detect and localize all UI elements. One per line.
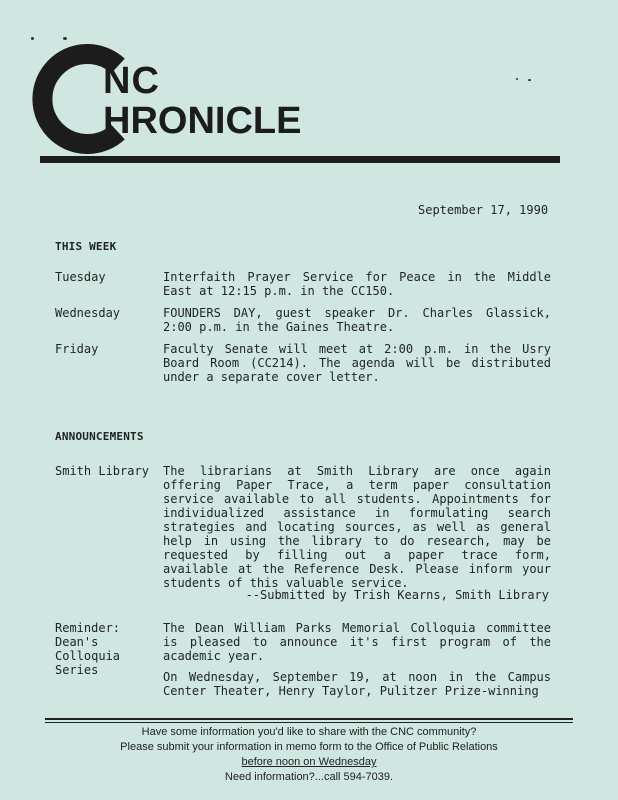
speck xyxy=(31,37,34,40)
masthead-hronicle: HRONICLE xyxy=(103,100,302,142)
day-label-tuesday: Tuesday xyxy=(55,270,106,284)
reminder-label-line: Series xyxy=(55,663,99,677)
issue-date: September 17, 1990 xyxy=(418,203,549,217)
speck xyxy=(63,37,67,40)
tuesday-event: Interfaith Prayer Service for Peace in the Middle East at 12:15 p.m. in the CC150. xyxy=(163,270,551,298)
footer-rule xyxy=(45,718,573,720)
smith-library-text: The librarians at Smith Library are once again offering Paper Trace, a term paper consultation service available to all students. Appointments for individualized assistance in formulating search strategies and locating sources, as well as general help in using the library to do research, may be requested by filling out a paper trace form, available at the Reference Desk. Please inform your students of this valuable service. xyxy=(163,464,551,590)
reminder-label xyxy=(55,621,120,677)
masthead-nc: NC xyxy=(103,60,160,102)
footer-line-2: Please submit your information in memo form to the Office of Public Relations xyxy=(120,741,498,753)
speck xyxy=(528,79,531,81)
colloquia-paragraph-2: On Wednesday, September 19, at noon in the Campus Center Theater, Henry Taylor, Pulitzer Prize-winning xyxy=(163,670,551,698)
announcements-heading: ANNOUNCEMENTS xyxy=(55,430,144,443)
reminder-label-line: Reminder: xyxy=(55,621,121,635)
footer-line-1: Have some information you'd like to share with the CNC community? xyxy=(141,726,477,738)
footer-deadline: before noon on Wednesday xyxy=(241,756,377,768)
footer-contact: Need information?...call 594-7039. xyxy=(224,771,394,783)
day-label-wednesday: Wednesday xyxy=(55,306,121,320)
speck xyxy=(516,78,518,80)
submitted-by: --Submitted by Trish Kearns, Smith Library xyxy=(245,588,549,602)
reminder-label-line: Dean's xyxy=(55,635,99,649)
wednesday-event: FOUNDERS DAY, guest speaker Dr. Charles Glassick, 2:00 p.m. in the Gaines Theatre. xyxy=(163,306,551,334)
masthead-rule xyxy=(40,156,560,163)
day-label-friday: Friday xyxy=(55,342,99,356)
footer-rule xyxy=(45,722,573,723)
this-week-heading: THIS WEEK xyxy=(55,240,117,253)
reminder-label-line: Colloquia xyxy=(55,649,121,663)
colloquia-paragraph-1: The Dean William Parks Memorial Colloquia committee is pleased to announce it's first program of the academic year. xyxy=(163,621,551,663)
smith-library-label: Smith Library xyxy=(55,464,149,478)
friday-event: Faculty Senate will meet at 2:00 p.m. in the Usry Board Room (CC214). The agenda will be distributed under a separate cover letter. xyxy=(163,342,551,384)
